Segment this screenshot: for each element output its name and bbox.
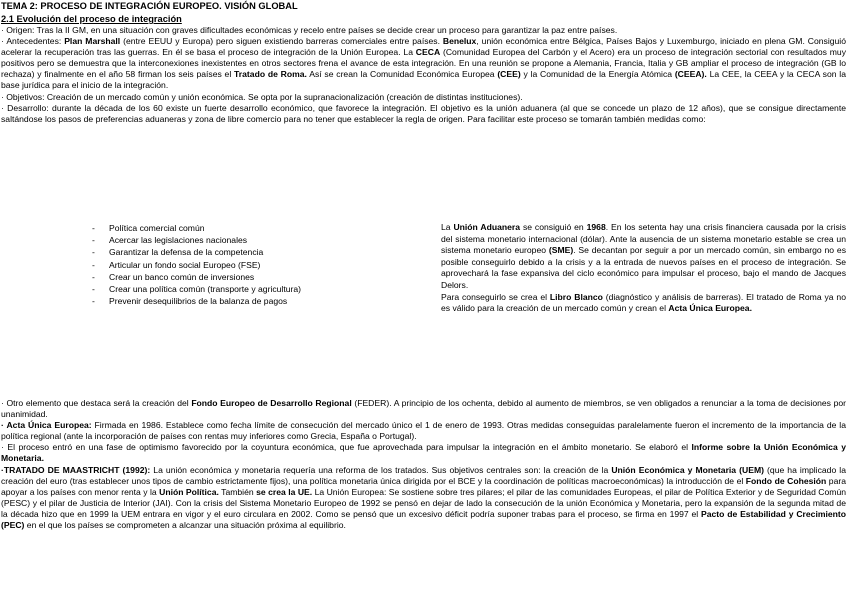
union-aduanera-term: Unión Aduanera xyxy=(453,222,521,232)
feder-term: Fondo Europeo de Desarrollo Regional xyxy=(191,398,352,408)
antecedentes-text-a: · Antecedentes: xyxy=(1,36,65,47)
tratado-roma-term: Tratado de Roma. xyxy=(234,69,307,80)
ua-text-f: (diagnóstico y análisis de barreras). El tratado de Roma ya no es válido para la creación de un mercado común y crean el xyxy=(441,291,846,314)
union-aduanera-column xyxy=(441,222,846,315)
antecedentes-paragraph xyxy=(1,36,846,91)
pacto-term: Pacto de Estabilidad y Crecimiento (PEC) xyxy=(1,508,846,531)
feder-text-a: · Otro elemento que destaca será la creación del xyxy=(1,398,192,408)
list-item: - Articular un fondo social Europeo (FSE) xyxy=(92,259,422,271)
maastricht-text-e: La Unión Europea: Se sostiene sobre tres pilares; el pilar de las comunidades Europeas, el pilar de Política Exterior y de Seguridad Común (PESC) y el pilar de Justicia de Interior (JAI). Con la crisis del Sistema Monetario Europeo de 1992 se pensó en dejar de lado la consecución de la unión Económica y Monetaria, pero la expansión de la segunda mitad de la década hizo que en 1999 la UEM entrara en vigor y el euro circulara en 2002. Como se pensó que un excesivo déficit podría suponer trabas para el proceso, se firma en 1997 el xyxy=(1,486,847,519)
acta-paragraph xyxy=(1,420,846,442)
maastricht-label: ·TRATADO DE MAASTRICHT (1992): xyxy=(1,464,151,475)
feder-paragraph xyxy=(1,398,846,420)
informe-term: Informe sobre la Unión Económica y Monetaria. xyxy=(1,442,846,464)
optimismo-text: · El proceso entró en una fase de optimismo favorecido por la coyuntura económica, que fue aprovechada para impulsar la integración en el ámbito monetario. Se elaboró el xyxy=(1,442,692,453)
cee-term: (CEE) xyxy=(497,69,521,80)
ua-text-d: . Se decantan por seguir a por un mercado común, sin embargo no es posible conseguirlo debido a la crisis y a la entrada de nuevos países en el proceso de integración. Se aprovechará la fase expansiva del ciclo económico para impulsar el proceso, bajo el mando de Jacques Delors. xyxy=(441,245,846,290)
sme-term: (SME) xyxy=(548,245,574,256)
list-item: - Garantizar la defensa de la competencia xyxy=(92,246,422,258)
list-item: - Prevenir desequilibrios de la balanza de pagos xyxy=(92,295,422,307)
union-aduanera-paragraph xyxy=(441,222,846,292)
ua-text-a: La xyxy=(441,222,454,232)
antecedentes-text-f: y la Comunidad de la Energía Atómica xyxy=(520,69,675,80)
maastricht-text-b: (que ha implicado la creación del euro (tras establecer unos tipos de cambio estrictamente fijos), una política monetaria única dirigida por el BCE y la coordinación de políticas macroeconómicas) la introducción de el xyxy=(1,464,846,486)
year-1968: 1968 xyxy=(586,222,606,232)
libro-blanco-term: Libro Blanco xyxy=(549,291,603,302)
acta-label: · Acta Única Europea: xyxy=(1,420,92,431)
libro-blanco-paragraph xyxy=(441,292,846,315)
ua-text-b: se consiguió en xyxy=(520,222,587,232)
benelux-term: Benelux xyxy=(442,36,477,47)
antecedentes-text-b: (entre EEUU y Europa) pero siguen existiendo barreras comerciales entre países. xyxy=(120,36,443,47)
maastricht-text-a: La unión económica y monetaria requería una reforma de los tratados. Sus objetivos centrales son: la creación de la xyxy=(150,464,612,475)
antecedentes-text-d: (Comunidad Europea del Carbón y el Acero) era un proceso de integración sectorial con resultados muy positivos pero se demuestra que la interconexiones inexistentes en otros sectores frena el avance de esta integración. En una reunión se propone a Alemania, Francia, Italia y GB ampliar el proceso de integración (GB lo rechaza) y finalmente en el año 58 firman los seis países el xyxy=(1,47,846,80)
optimismo-paragraph xyxy=(1,442,846,464)
origen-paragraph: · Origen: Tras la II GM, en una situación con graves dificultades económicas y recelo entre países se decide crear un proceso para garantizar la paz entre países. xyxy=(1,25,618,35)
list-item: - Política comercial común xyxy=(92,222,422,234)
ceea-term: (CEEA). xyxy=(674,69,707,80)
objetivos-paragraph: · Objetivos: Creación de un mercado común y unión económica. Se opta por la supranacionalización (creación de distintas instituciones). xyxy=(1,91,523,102)
section-heading: 2.1 Evolución del proceso de integración xyxy=(1,14,182,24)
maastricht-text-c: para apoyar a los países con menor renta y la xyxy=(1,475,847,497)
desarrollo-paragraph: · Desarrollo: durante la década de los 60 existe un fuerte desarrollo económico, que favorece la integración. El objetivo es la unión aduanera (al que se concede un plazo de 12 años), que se consigue directamente saltándose los pasos de preferencias aduaneras y zona de libre comercio para no tener que establecer la regla de origen. Para facilitar este proceso se tomarán también medidas como: xyxy=(1,102,846,124)
intro-section xyxy=(1,25,846,125)
acta-unica-term: Acta Única Europea. xyxy=(668,303,752,314)
maastricht-paragraph xyxy=(1,465,846,532)
later-section xyxy=(1,398,846,531)
union-politica-term: Unión Política. xyxy=(159,486,219,497)
uem-term: Unión Económica y Monetaria (UEM) xyxy=(611,464,764,475)
list-item: - Crear un banco común de inversiones xyxy=(92,271,422,283)
maastricht-text-f: en el que los países se comprometen a alcanzar una situación próxima al equilibrio. xyxy=(24,520,346,531)
ceca-term: CECA xyxy=(415,47,441,58)
acta-text: Firmada en 1986. Establece como fecha límite de consecución del mercado único el 1 de enero de 1993. Otras medidas conseguidas paralelamente fueron el incremento de la importancia de la política regional (ante la incorporación de países con rentas muy inferiores como Grecia, España o Portugal). xyxy=(1,420,846,442)
antecedentes-text-g: La CEE, la CEEA y la CECA son la base jurídica para el inicio de la integración. xyxy=(1,69,846,91)
ua-text-c: . En los setenta hay una crisis financiera causada por la crisis del sistema monetario internacional (dólar). Ante la ausencia de un sistema monetario estable se crea un sistema monetario europeo xyxy=(441,222,846,256)
document-title: TEMA 2: PROCESO DE INTEGRACIÓN EUROPEO. VISIÓN GLOBAL xyxy=(1,1,298,11)
maastricht-text-d: También xyxy=(218,486,257,497)
ua-text-e: Para conseguirlo se crea el xyxy=(441,291,550,302)
antecedentes-text-e: Así se crean la Comunidad Económica Europea xyxy=(306,69,498,80)
se-crea-ue-term: se crea la UE. xyxy=(256,486,313,497)
antecedentes-text-c: , unión económica entre Bélgica, Países Bajos y Luxemburgo, iniciado en plena GM. Consiguió acelerar la recuperación tras las guerras. En él se basa el proceso de integración de la Unión Europea. La xyxy=(1,36,846,58)
list-item: - Acercar las legislaciones nacionales xyxy=(92,234,422,246)
list-item: - Crear una política común (transporte y agricultura) xyxy=(92,283,422,295)
feder-text-b: (FEDER). A principio de los ochenta, debido al aumento de miembros, se ven obligados a renunciar a la toma de decisiones por unanimidad. xyxy=(1,398,846,420)
plan-marshall-term: Plan Marshall xyxy=(64,36,121,47)
fondo-cohesion-term: Fondo de Cohesión xyxy=(745,475,827,486)
measures-list xyxy=(92,222,422,307)
